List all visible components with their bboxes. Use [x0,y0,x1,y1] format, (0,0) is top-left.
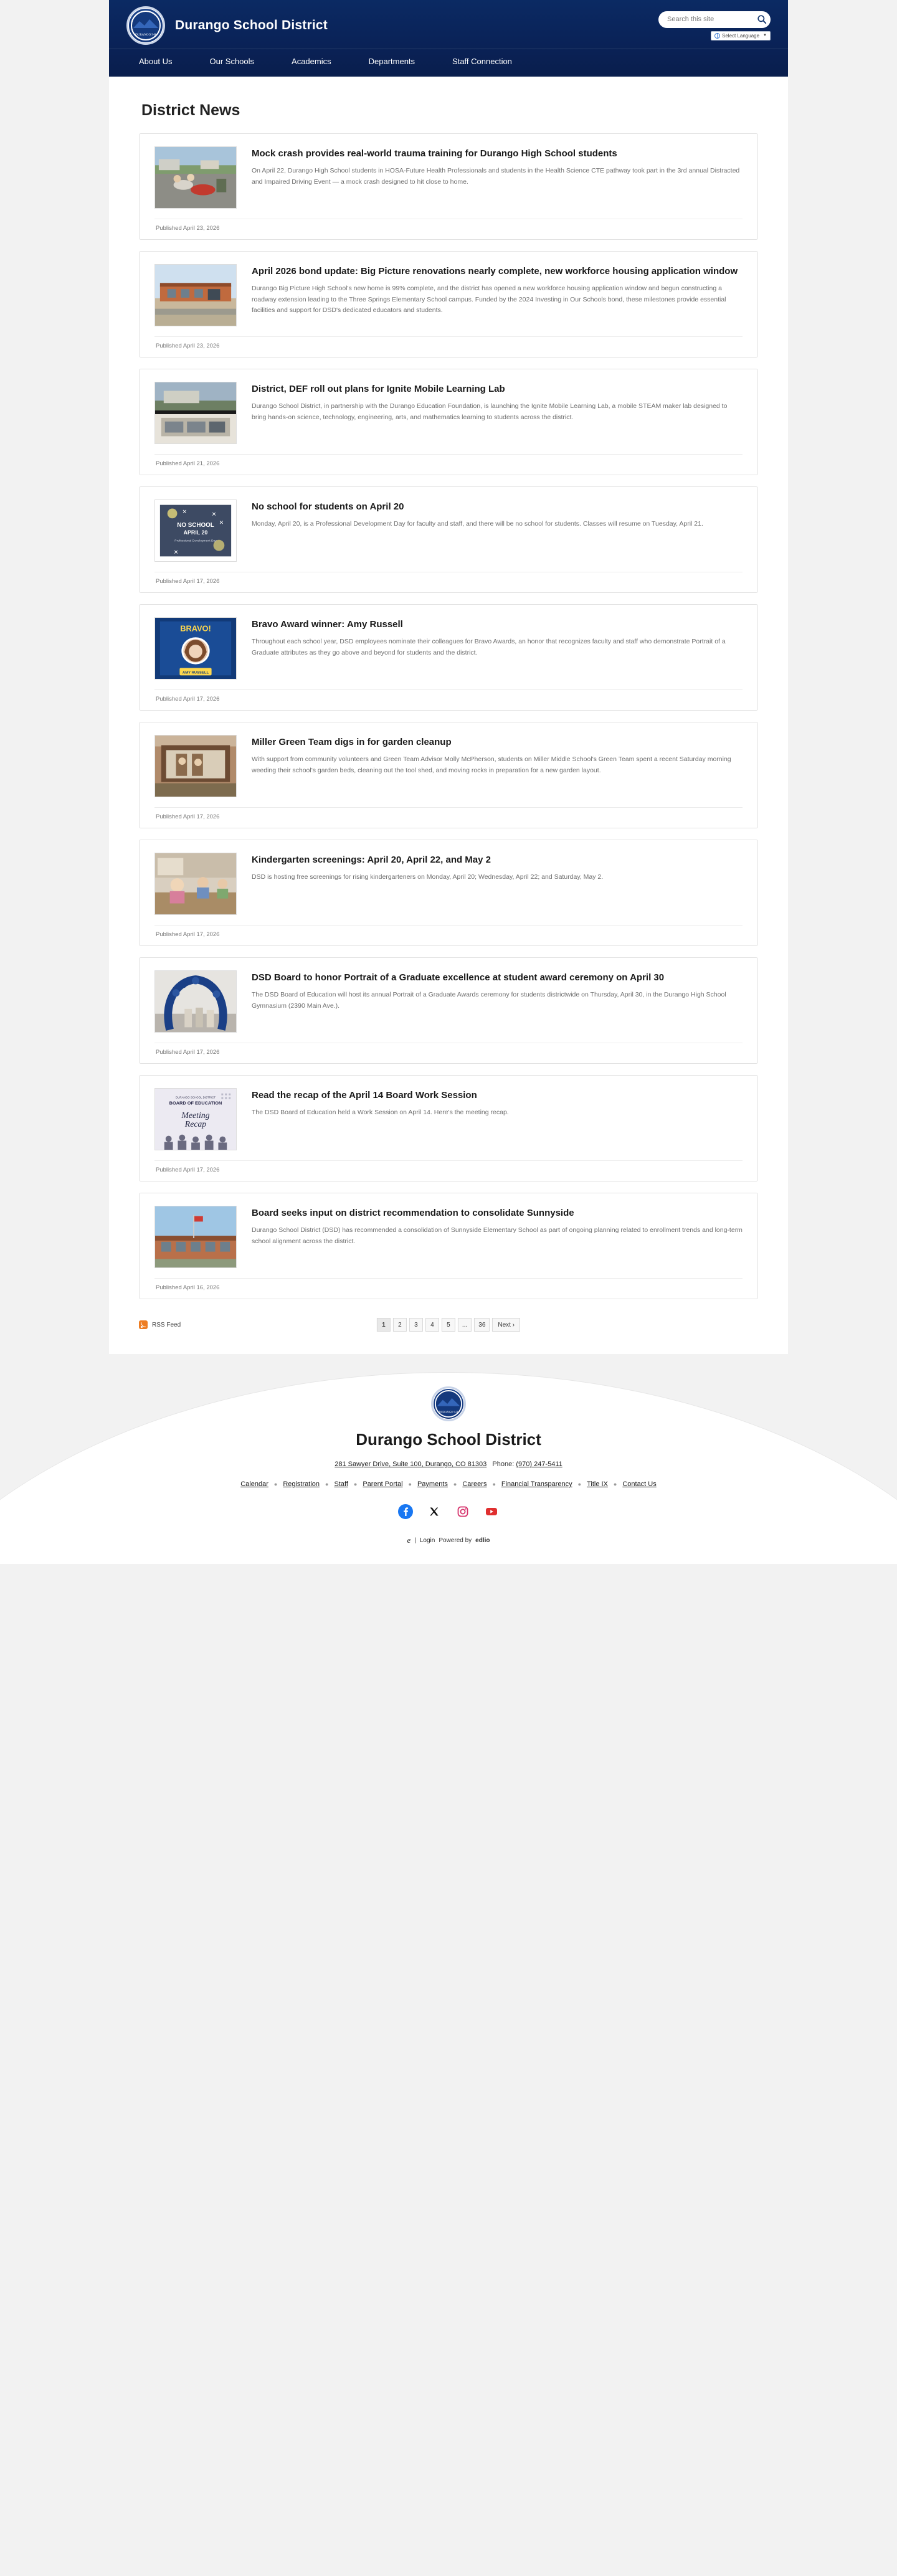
footer-logo[interactable] [431,1386,466,1421]
news-description: On April 22, Durango High School students in HOSA-Future Health Professionals and students in the Health Science CTE pathway took part in the 3rd annual Distracted and Impaired Driving Event — a mock crash designed to hit close to home. [252,167,740,186]
svg-text:BRAVO!: BRAVO! [180,623,211,633]
pagination [377,1318,520,1332]
news-published-date: Published April 23, 2026 [154,219,743,234]
site-header [109,0,788,77]
instagram-glyph-icon [457,1506,468,1517]
search-box[interactable] [658,11,771,28]
svg-text:✕: ✕ [173,549,179,556]
x-glyph-icon [429,1507,439,1517]
svg-text:Meeting: Meeting [181,1110,210,1120]
meeting-recap-graphic [155,1089,236,1150]
bravo-award-graphic [155,618,236,679]
news-title[interactable]: Read the recap of the April 14 Board Work Session [252,1090,477,1101]
news-title[interactable]: Bravo Award winner: Amy Russell [252,619,403,630]
svg-text:BOARD OF EDUCATION: BOARD OF EDUCATION [169,1100,222,1106]
svg-text:✕: ✕ [219,519,224,526]
footer-powered-by [109,1535,788,1545]
search-input[interactable] [666,15,757,24]
news-thumbnail-garden-cleanup[interactable] [154,735,237,797]
powered-by-label: Powered by [439,1537,472,1544]
news-published-date: Published April 17, 2026 [154,925,743,940]
footer-links [109,1480,788,1488]
news-thumbnail-mobile-lab[interactable] [154,382,237,444]
sunnyside-school-photo [155,1206,236,1267]
garden-cleanup-photo [155,736,236,797]
separator-dot: ● [577,1481,582,1487]
footer-title: Durango School District [356,1430,541,1449]
nav-item-staff-connection[interactable]: Staff Connection [452,57,512,66]
separator-dot: ● [613,1481,617,1487]
page-ellipsis: ... [458,1318,472,1332]
news-description: Durango School District (DSD) has recommended a consolidation of Sunnyside Elementary School as part of ongoing planning related to enrollment trends and long-term school alignment across the district. [252,1226,743,1245]
footer-link-calendar[interactable]: Calendar [240,1480,268,1488]
news-published-date: Published April 16, 2026 [154,1278,743,1294]
logo-emblem-icon [131,11,161,40]
news-description: Throughout each school year, DSD employees nominate their colleagues for Bravo Awards, an honor that recognizes faculty and staff who demonstrate Portrait of a Graduate attributes as they go above and beyond for students and the district. [252,638,726,656]
news-published-date: Published April 17, 2026 [154,807,743,823]
social-links [109,1504,788,1519]
news-item[interactable] [139,369,758,475]
kindergarten-photo [155,853,236,914]
news-item[interactable] [139,840,758,946]
news-published-date: Published April 17, 2026 [154,572,743,587]
nav-item-departments[interactable]: Departments [368,57,415,66]
svg-text:DURANGO SCHOOL DISTRICT: DURANGO SCHOOL DISTRICT [176,1096,216,1099]
news-thumbnail-award-ceremony[interactable] [154,970,237,1033]
svg-text:NO SCHOOL: NO SCHOOL [177,522,214,529]
news-thumbnail-no-school[interactable] [154,500,237,562]
page-button-4[interactable]: 4 [425,1318,439,1332]
svg-text:✕: ✕ [211,511,217,518]
globe-icon [714,33,720,39]
svg-text:APRIL 20: APRIL 20 [183,529,208,536]
news-published-date: Published April 17, 2026 [154,1043,743,1058]
district-logo[interactable] [126,6,165,45]
svg-text:DURANGO 9-R: DURANGO 9-R [439,1410,458,1414]
news-item[interactable] [139,957,758,1064]
page-button-36[interactable]: 36 [474,1318,490,1332]
nav-item-our-schools[interactable]: Our Schools [209,57,255,66]
separator-dot: ● [353,1481,358,1487]
news-thumbnail-board-recap[interactable] [154,1088,237,1150]
separator-dot: ● [408,1481,412,1487]
news-list [139,133,758,1310]
news-list-footer [139,1317,758,1329]
news-published-date: Published April 17, 2026 [154,1160,743,1176]
big-picture-building-photo [155,265,236,326]
svg-text:Recap: Recap [184,1119,207,1129]
language-selector[interactable] [711,31,771,40]
news-published-date: Published April 17, 2026 [154,689,743,705]
news-description: Monday, April 20, is a Professional Development Day for faculty and staff, and there will be no school for students. Classes will resume on Tuesday, April 21. [252,520,703,528]
footer-link-careers[interactable]: Careers [462,1480,487,1488]
news-item[interactable] [139,486,758,593]
mobile-lab-photo [155,382,236,443]
news-title[interactable]: No school for students on April 20 [252,501,404,512]
page-button-1[interactable]: 1 [377,1318,391,1332]
youtube-icon[interactable] [484,1504,499,1519]
news-thumbnail-sunnyside[interactable] [154,1206,237,1268]
news-item[interactable] [139,604,758,711]
page-title: District News [141,102,240,119]
site-title: Durango School District [175,18,328,32]
news-thumbnail-kindergarten[interactable] [154,853,237,915]
news-item[interactable] [139,1193,758,1299]
next-page-button[interactable]: Next › [492,1318,520,1332]
phone-label: Phone: [492,1461,515,1468]
separator-dot: ● [273,1481,278,1487]
svg-text:Professional Development Day: Professional Development Day [174,539,217,543]
facebook-icon[interactable] [398,1504,413,1519]
phone-link[interactable]: (970) 247-5411 [516,1461,562,1468]
news-item[interactable] [139,722,758,828]
site-footer [0,1354,897,1564]
news-title[interactable]: Miller Green Team digs in for garden cleanup [252,737,452,747]
header-top-bar [109,0,788,49]
news-description: DSD is hosting free screenings for rising kindergarteners on Monday, April 20; Wednesday, April 22; and Saturday, May 2. [252,873,604,881]
primary-navigation [109,49,788,75]
x-twitter-icon[interactable] [427,1504,442,1519]
instagram-icon[interactable] [455,1504,470,1519]
news-thumbnail-bravo-award[interactable] [154,617,237,680]
footer-link-financial-transparency[interactable]: Financial Transparency [501,1480,572,1488]
footer-logo-emblem-icon [435,1390,462,1418]
news-description: Durango School District, in partnership with the Durango Education Foundation, is launching the Ignite Mobile Learning Lab, a mobile STEAM maker lab designed to bring hands-on science, technology, engineering, arts, and mathematics learning to students across the district. [252,402,728,421]
footer-link-title-ix[interactable]: Title IX [587,1480,608,1488]
search-glyph-icon [757,14,767,24]
separator-dot: ● [453,1481,457,1487]
svg-text:DURANGO 9-R: DURANGO 9-R [135,34,156,37]
page-button-2[interactable]: 2 [393,1318,407,1332]
news-title[interactable]: District, DEF roll out plans for Ignite Mobile Learning Lab [252,384,505,394]
login-separator: | [414,1537,416,1544]
language-selector-label: Select Language [722,32,760,39]
address-link[interactable]: 281 Sawyer Drive, Suite 100, Durango, CO 81303 [335,1461,487,1468]
news-title[interactable]: DSD Board to honor Portrait of a Graduate excellence at student award ceremony on April 30 [252,972,665,983]
page-button-5[interactable]: 5 [442,1318,455,1332]
mock-crash-photo [155,147,236,208]
footer-link-payments[interactable]: Payments [417,1480,448,1488]
youtube-glyph-icon [485,1507,498,1517]
footer-link-parent-portal[interactable]: Parent Portal [363,1480,403,1488]
news-description: The DSD Board of Education will host its annual Portrait of a Graduate Awards ceremony for students districtwide on Thursday, April 30, in the Durango High School Gymnasium (2390 Main Ave.). [252,991,726,1010]
news-published-date: Published April 21, 2026 [154,454,743,470]
news-published-date: Published April 23, 2026 [154,336,743,352]
no-school-graphic [155,500,236,561]
login-link[interactable]: Login [419,1537,435,1544]
edlio-mark-icon: e [407,1535,411,1545]
news-title[interactable]: April 2026 bond update: Big Picture renovations nearly complete, new workforce housing application window [252,266,738,277]
search-icon[interactable] [757,14,767,25]
rss-icon [139,1320,148,1329]
news-thumbnail-mock-crash[interactable] [154,146,237,209]
main-content [109,77,788,1354]
footer-address-line [109,1461,788,1468]
graduation-balloons-photo [155,971,236,1032]
facebook-glyph-icon [401,1507,410,1516]
nav-item-academics[interactable]: Academics [292,57,331,66]
footer-link-registration[interactable]: Registration [283,1480,320,1488]
rss-feed-link[interactable] [139,1320,181,1329]
news-description: The DSD Board of Education held a Work Session on April 14. Here's the meeting recap. [252,1109,509,1117]
news-item[interactable] [139,133,758,240]
separator-dot: ● [492,1481,496,1487]
rss-feed-label: RSS Feed [152,1321,181,1328]
news-title[interactable]: Kindergarten screenings: April 20, April 22, and May 2 [252,855,491,865]
news-title[interactable]: Mock crash provides real-world trauma training for Durango High School students [252,148,617,159]
footer-link-staff[interactable]: Staff [334,1480,348,1488]
news-description: With support from community volunteers and Green Team Advisor Molly McPherson, students on Miller Middle School's Green Team spent a recent Saturday morning weeding their school's garden beds, cleaning out the tool shed, and moving rocks in preparation for a new garden layout. [252,755,731,774]
footer-link-contact-us[interactable]: Contact Us [622,1480,657,1488]
news-title[interactable]: Board seeks input on district recommendation to consolidate Sunnyside [252,1208,574,1218]
edlio-brand-label: edlio [475,1537,490,1544]
news-item[interactable] [139,251,758,358]
news-thumbnail-bond-update[interactable] [154,264,237,326]
svg-text:AMY RUSSELL: AMY RUSSELL [182,671,209,675]
header-utilities [658,11,771,40]
svg-text:✕: ✕ [182,508,187,515]
separator-dot: ● [325,1481,329,1487]
news-item[interactable] [139,1075,758,1181]
news-description: Durango Big Picture High School's new home is 99% complete, and the district has opened a new workforce housing application window and begun constructing a roadway extension leading to the Three Springs Elementary School campus. Funded by the 2024 Investing in Our Schools bond, these milestones provide essential facilities and support for DSD's dedicated educators and students. [252,285,726,314]
nav-item-about-us[interactable]: About Us [139,57,173,66]
chevron-down-icon: ▼ [763,34,767,37]
page-button-3[interactable]: 3 [409,1318,423,1332]
